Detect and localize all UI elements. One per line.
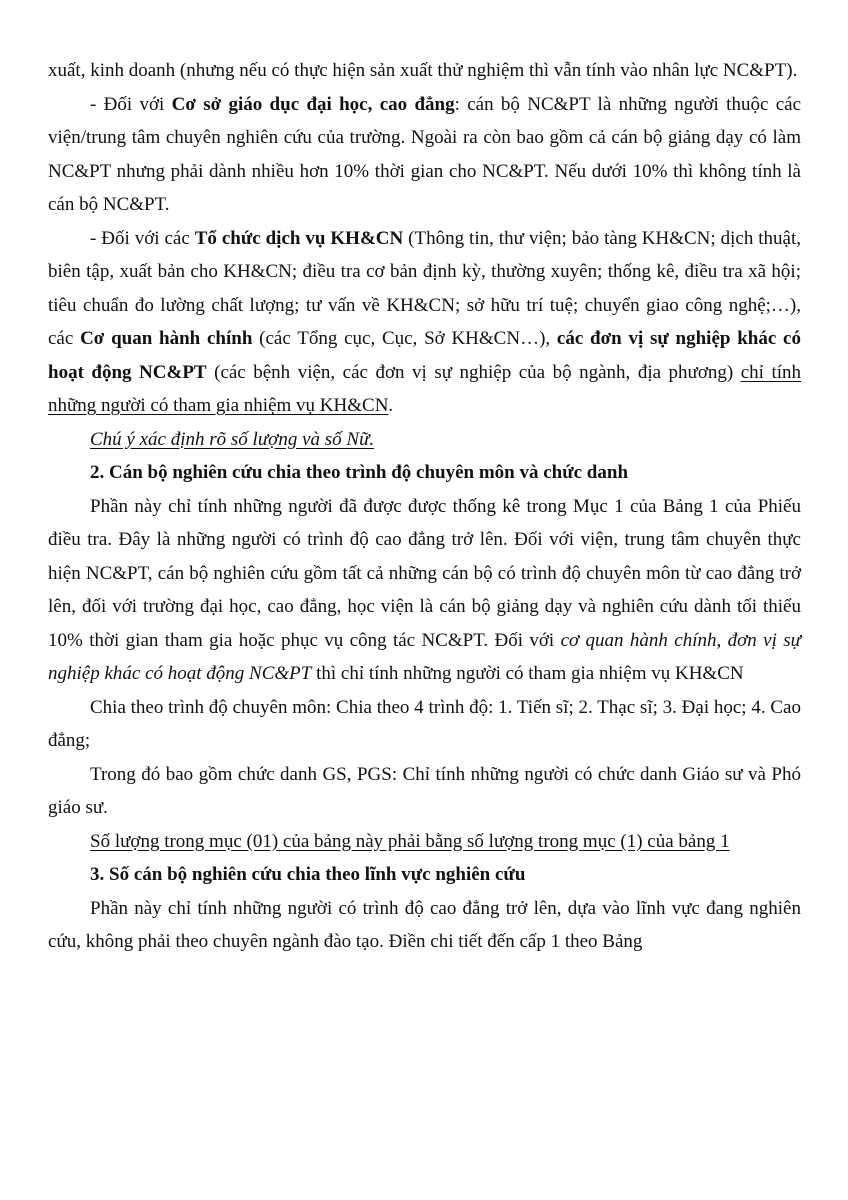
italic-phrase: cơ quan hành chính, đơn vị sự nghiệp khác có hoạt động NC&PT [48,629,801,684]
paragraph-text: (Thông tin, thư viện; bảo tàng KH&CN; dịch thuật, biên tập, xuất bản cho KH&CN; điều tra cơ bản định kỳ, thường xuyên; thống kê, điều tra xã hội; tiêu chuẩn đo lường chất lượng; tư vấn về KH&CN; sở hữu trí tuệ; chuyển giao công nghệ;…), các [48,227,801,349]
paragraph-text: : cán bộ NC&PT là những người thuộc các viện/trung tâm chuyên nghiên cứu của trường. Ngoài ra còn bao gồm cả cán bộ giảng dạy có làm NC&PT nhưng phải dành nhiều hơn 10% thời gian cho NC&PT. Nếu dưới 10% thì không tính là cán bộ NC&PT. [48,93,801,215]
bold-term-higher-education: Cơ sở giáo dục đại học, cao đẳng [171,93,455,115]
note-gender-count [48,423,801,457]
paragraph-research-field [48,892,801,959]
paragraph-text: Phần này chỉ tính những người đã được được thống kê trong Mục 1 của Bảng 1 của Phiếu điều tra. Đây là những người có trình độ cao đẳng trở lên. Đối với viện, trung tâm chuyên thực hiện NC&PT, cán bộ nghiên cứu gồm tất cả những cán bộ có trình độ chuyên môn từ cao đẳng trở lên, đối với trường đại học, cao đẳng, học viện là cán bộ giảng dạy và nghiên cứu dành tối thiểu 10% thời gian tham gia hoặc phục vụ công tác NC&PT. Đối với [48,495,801,651]
paragraph-higher-education [48,88,801,222]
underlined-note: Số lượng trong mục (01) của bảng này phải bằng số lượng trong mục (1) của bảng 1 [90,830,730,852]
bold-term-service-org: Tổ chức dịch vụ KH&CN [194,227,404,249]
paragraph-titles [48,758,801,825]
text-prefix: - Đối với các [90,227,195,249]
paragraph-service-organizations [48,222,801,423]
paragraph-scope-qualification [48,490,801,691]
paragraph-text: Trong đó bao gồm chức danh GS, PGS: Chỉ tính những người có chức danh Giáo sư và Phó giáo sư. [48,763,801,818]
underlined-rule: chỉ tính những người có tham gia nhiệm vụ KH&CN [48,361,802,416]
paragraph-text: xuất, kinh doanh (nhưng nếu có thực hiện sản xuất thử nghiệm thì vẫn tính vào nhân lực NC&PT). [48,60,798,81]
italic-note: Chú ý xác định rõ số lượng và số Nữ. [90,428,375,450]
paragraph-continuation [48,54,801,88]
section-heading-2: 2. Cán bộ nghiên cứu chia theo trình độ chuyên môn và chức danh [90,462,629,483]
paragraph-text: (các Tổng cục, Cục, Sở KH&CN…), [252,328,557,349]
paragraph-qualification-levels [48,691,801,758]
bold-term-other-units: các đơn vị sự nghiệp khác có hoạt động NC&PT [48,328,801,383]
bold-term-admin-agency: Cơ quan hành chính [80,328,253,349]
paragraph-end: . [388,395,394,416]
paragraph-text: thì chỉ tính những người có tham gia nhiệm vụ KH&CN [311,663,744,684]
paragraph-text: (các bệnh viện, các đơn vị sự nghiệp của bộ ngành, địa phương) [206,361,741,383]
paragraph-text: Phần này chỉ tính những người có trình độ cao đẳng trở lên, dựa vào lĩnh vực đang nghiên cứu, không phải theo chuyên ngành đào tạo. Điền chi tiết đến cấp 1 theo Bảng [48,897,801,952]
note-count-match [48,825,801,859]
paragraph-text: Chia theo trình độ chuyên môn: Chia theo 4 trình độ: 1. Tiến sĩ; 2. Thạc sĩ; 3. Đại học; 4. Cao đẳng; [48,696,801,751]
section-heading-3: 3. Số cán bộ nghiên cứu chia theo lĩnh vực nghiên cứu [90,864,526,885]
text-prefix: - Đối với [90,93,172,115]
